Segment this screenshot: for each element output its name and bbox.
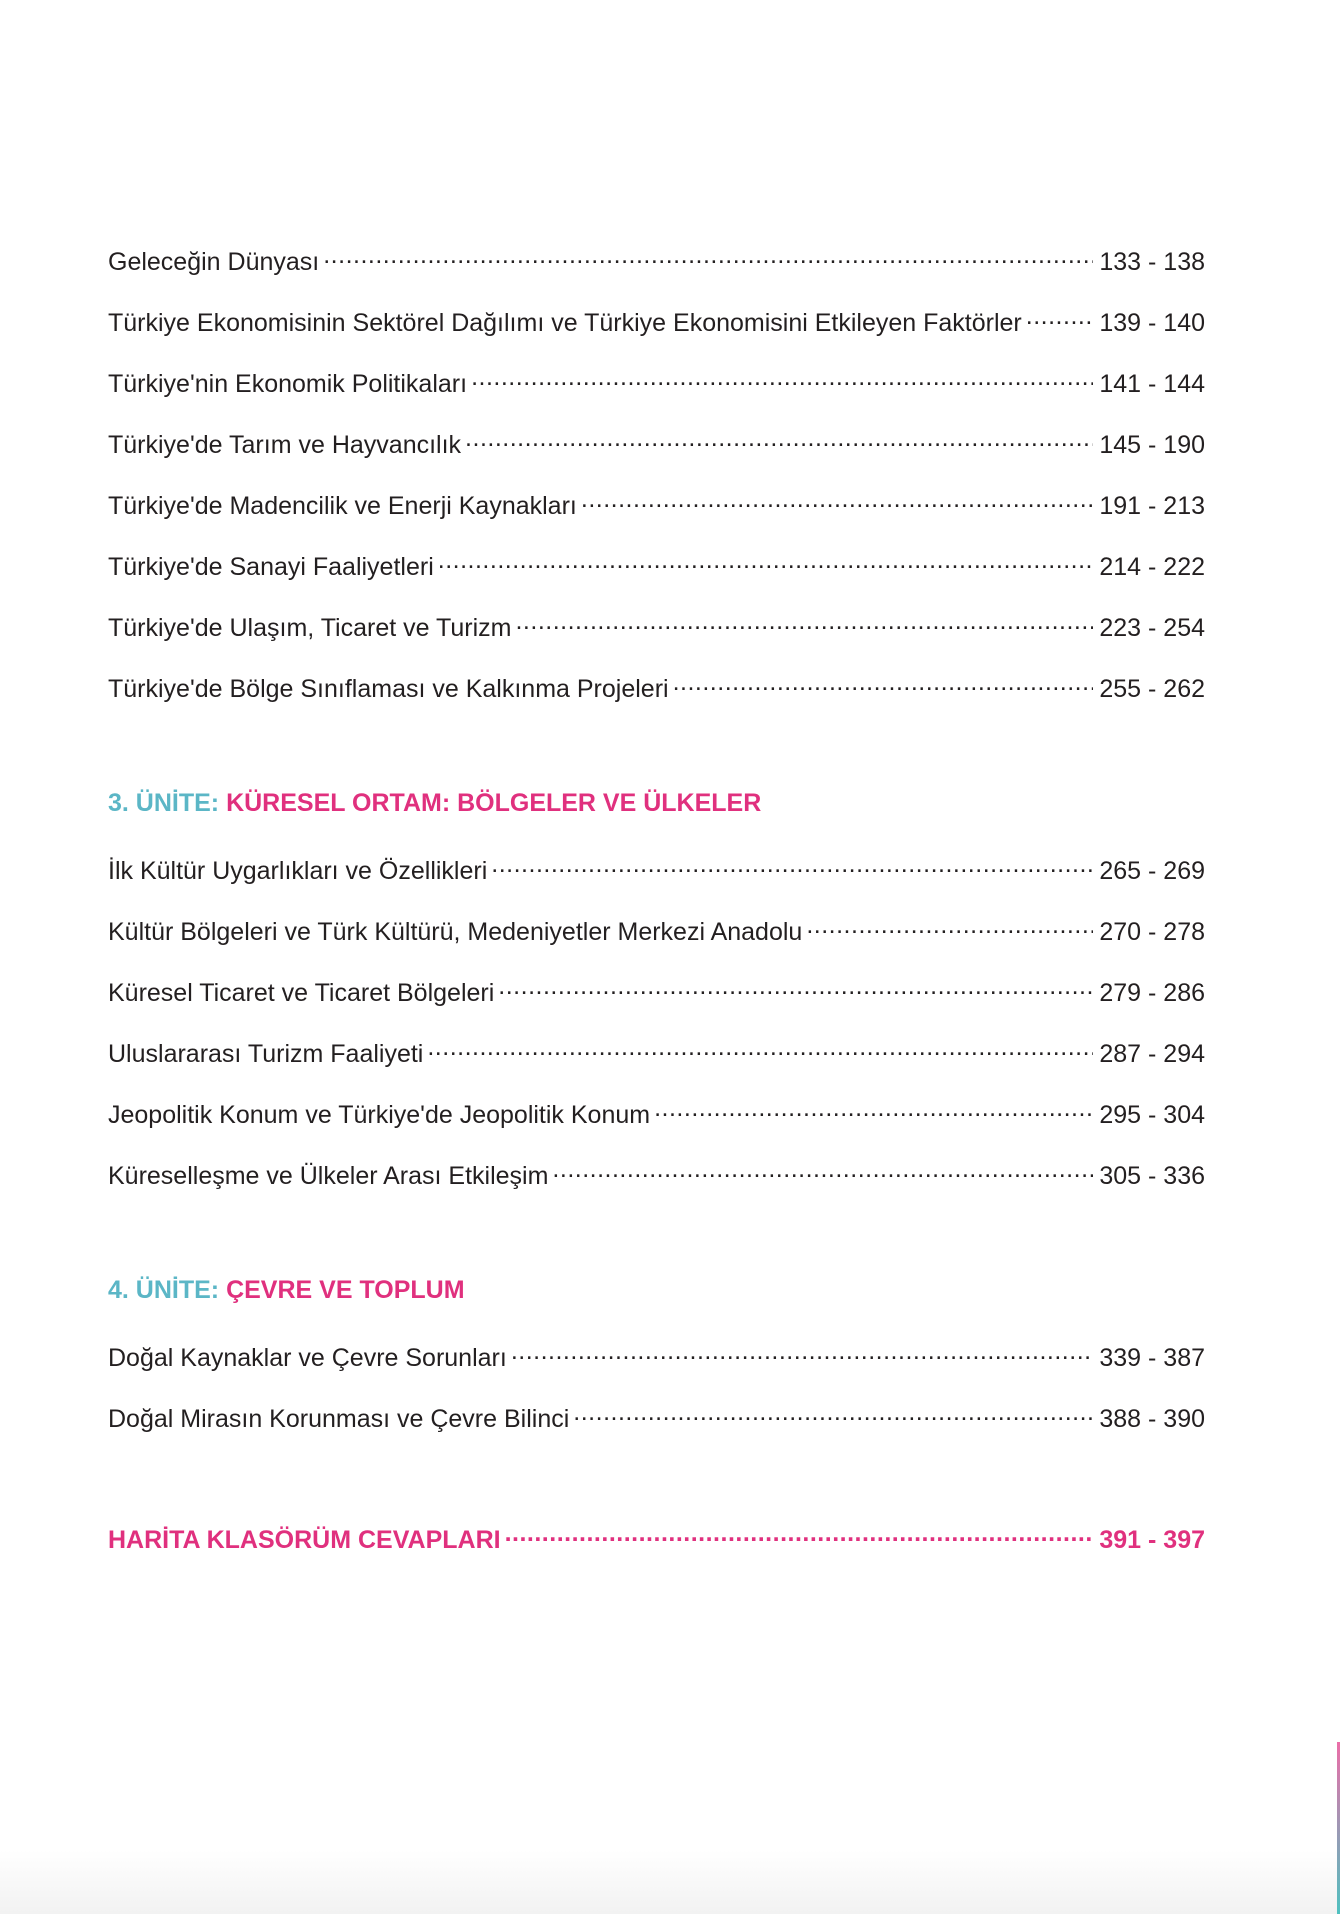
toc-entry-pages: 339 - 387 <box>1099 1344 1205 1372</box>
toc-entry-title: Türkiye'nin Ekonomik Politikaları <box>108 370 468 398</box>
dot-leader <box>673 667 1094 697</box>
toc-entry-pages: 270 - 278 <box>1099 918 1205 946</box>
toc-entry-title: Küreselleşme ve Ülkeler Arası Etkileşim <box>108 1162 549 1190</box>
toc-entry <box>108 667 1205 728</box>
unit-heading <box>108 1275 1205 1336</box>
dot-leader <box>511 1336 1094 1366</box>
dot-leader <box>323 240 1093 270</box>
toc-entry-title: Türkiye'de Tarım ve Hayvancılık <box>108 431 462 459</box>
toc-entry-pages: 305 - 336 <box>1099 1162 1205 1190</box>
unit-title: ÇEVRE VE TOPLUM <box>226 1276 465 1304</box>
toc-entry-title: Doğal Mirasın Korunması ve Çevre Bilinci <box>108 1405 570 1433</box>
dot-leader <box>471 362 1093 392</box>
toc-entry-title: Türkiye'de Ulaşım, Ticaret ve Turizm <box>108 614 512 642</box>
toc-entry <box>108 1093 1205 1154</box>
toc-entry <box>108 240 1205 301</box>
toc-entry-pages: 139 - 140 <box>1099 309 1205 337</box>
dot-leader <box>654 1093 1093 1123</box>
toc-entry <box>108 362 1205 423</box>
toc-entry <box>108 1336 1205 1397</box>
toc-entry-title: Türkiye Ekonomisinin Sektörel Dağılımı ve Türkiye Ekonomisini Etkileyen Faktörler <box>108 309 1022 337</box>
toc-entry-pages: 214 - 222 <box>1099 553 1205 581</box>
toc-entry-pages: 388 - 390 <box>1099 1405 1205 1433</box>
toc-entry-title: Kültür Bölgeleri ve Türk Kültürü, Medeniyetler Merkezi Anadolu <box>108 918 803 946</box>
toc-entry-pages: 295 - 304 <box>1099 1101 1205 1129</box>
toc-entry <box>108 971 1205 1032</box>
dot-leader <box>465 423 1093 453</box>
toc-entry-answers <box>108 1518 1205 1579</box>
dot-leader <box>498 971 1093 1001</box>
toc-entry <box>108 545 1205 606</box>
toc-entry-title: Türkiye'de Madencilik ve Enerji Kaynakları <box>108 492 577 520</box>
toc-entry-pages: 279 - 286 <box>1099 979 1205 1007</box>
unit-heading <box>108 788 1205 849</box>
dot-leader <box>438 545 1094 575</box>
toc-entry-title: Jeopolitik Konum ve Türkiye'de Jeopolitik Konum <box>108 1101 651 1129</box>
toc-entry-title: Türkiye'de Sanayi Faaliyetleri <box>108 553 434 581</box>
section-spacer <box>108 1458 1205 1518</box>
toc-entry <box>108 1154 1205 1215</box>
toc-entry <box>108 301 1205 362</box>
unit-number: 3. ÜNİTE: <box>108 789 220 817</box>
toc-entry-title: Türkiye'de Bölge Sınıflaması ve Kalkınma Projeleri <box>108 675 669 703</box>
toc-entry-title: Uluslararası Turizm Faaliyeti <box>108 1040 424 1068</box>
toc-entry-title: Küresel Ticaret ve Ticaret Bölgeleri <box>108 979 495 1007</box>
toc-entry-title: Doğal Kaynaklar ve Çevre Sorunları <box>108 1344 507 1372</box>
toc-entry-pages: 287 - 294 <box>1099 1040 1205 1068</box>
toc-entry-pages: 391 - 397 <box>1099 1526 1205 1554</box>
toc-entry-pages: 191 - 213 <box>1099 492 1205 520</box>
toc-entry <box>108 1032 1205 1093</box>
toc-entry-pages: 133 - 138 <box>1099 248 1205 276</box>
toc-entry-title: HARİTA KLASÖRÜM CEVAPLARI <box>108 1526 501 1554</box>
unit-number: 4. ÜNİTE: <box>108 1276 220 1304</box>
toc-entry-pages: 145 - 190 <box>1099 431 1205 459</box>
dot-leader <box>515 606 1093 636</box>
toc-entry <box>108 606 1205 667</box>
table-of-contents <box>108 240 1205 1579</box>
dot-leader <box>581 484 1093 514</box>
toc-entry <box>108 484 1205 545</box>
dot-leader <box>1026 301 1094 331</box>
section-spacer <box>108 728 1205 788</box>
dot-leader <box>552 1154 1093 1184</box>
unit-title: KÜRESEL ORTAM: BÖLGELER VE ÜLKELER <box>226 789 762 817</box>
toc-entry <box>108 1397 1205 1458</box>
toc-entry-pages: 223 - 254 <box>1099 614 1205 642</box>
toc-entry <box>108 910 1205 971</box>
toc-entry-pages: 265 - 269 <box>1099 857 1205 885</box>
toc-entry-pages: 141 - 144 <box>1099 370 1205 398</box>
toc-entry-title: İlk Kültür Uygarlıkları ve Özellikleri <box>108 857 488 885</box>
toc-entry <box>108 849 1205 910</box>
dot-leader <box>427 1032 1093 1062</box>
section-spacer <box>108 1215 1205 1275</box>
dot-leader <box>505 1518 1094 1548</box>
toc-entry-pages: 255 - 262 <box>1099 675 1205 703</box>
toc-entry-title: Geleceğin Dünyası <box>108 248 320 276</box>
dot-leader <box>806 910 1093 940</box>
dot-leader <box>491 849 1093 879</box>
toc-entry <box>108 423 1205 484</box>
dot-leader <box>573 1397 1093 1427</box>
